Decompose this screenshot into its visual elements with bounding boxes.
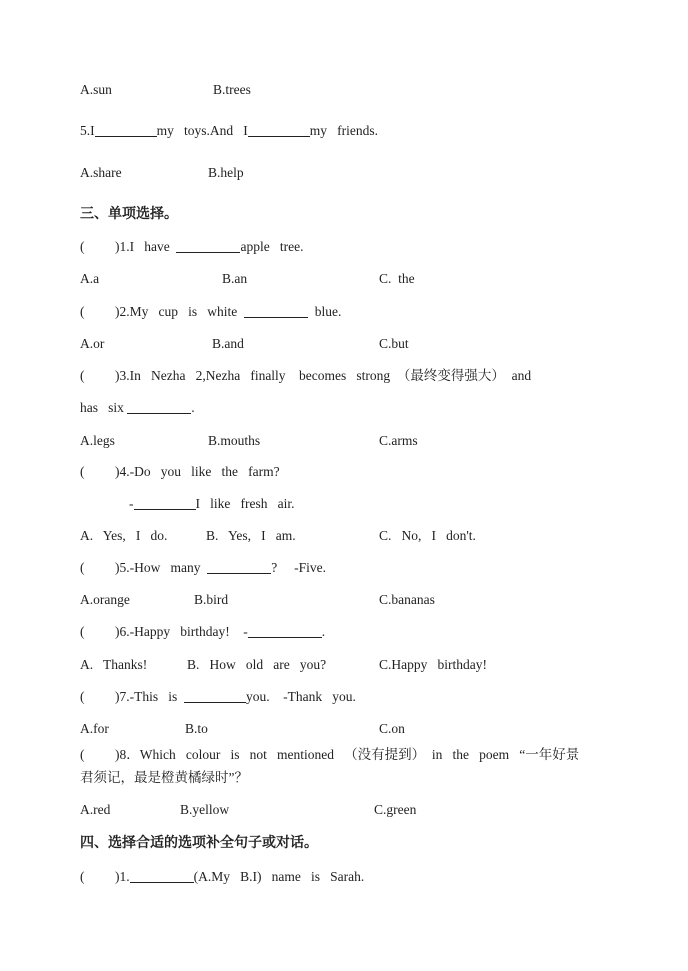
s2-q4-options <box>0 78 688 102</box>
s2-q5-options <box>0 161 688 185</box>
answer-paren-close: ) <box>115 747 120 762</box>
answer-blank[interactable] <box>95 122 157 137</box>
s3-q8-stem <box>0 743 688 767</box>
stem-text: 6.-Happy birthday! - <box>119 624 248 639</box>
option-b: B.mouths <box>208 433 261 448</box>
s3-q3-stem <box>0 364 688 388</box>
answer-paren-open: ( <box>80 368 85 383</box>
answer-blank[interactable] <box>244 303 308 318</box>
stem-text: you. -Thank you. <box>246 689 356 704</box>
answer-paren-open: ( <box>80 239 85 254</box>
answer-blank[interactable] <box>130 868 194 883</box>
s3-q8-options <box>0 798 688 822</box>
stem-text: (A.My B.I) name is Sarah. <box>193 869 365 884</box>
answer-paren-open: ( <box>80 869 85 884</box>
stem-text: - <box>129 496 134 511</box>
s3-q4-stem <box>0 460 688 484</box>
stem-text: 5.-How many <box>119 560 208 575</box>
option-c: C.bananas <box>379 592 435 607</box>
s2-q5-stem <box>0 119 688 143</box>
option-a: A.or <box>80 336 105 351</box>
option-b: B.help <box>208 165 244 180</box>
s3-q6-stem <box>0 620 688 644</box>
option-b: B.bird <box>194 592 229 607</box>
option-c: C.arms <box>379 433 418 448</box>
stem-text: 1.I have <box>119 239 177 254</box>
s3-q2-stem <box>0 300 688 324</box>
stem-text: . <box>191 400 195 415</box>
stem-text: . <box>321 624 326 639</box>
option-a: A.legs <box>80 433 115 448</box>
answer-paren-open: ( <box>80 689 85 704</box>
answer-paren-close: ) <box>115 689 120 704</box>
answer-blank[interactable] <box>248 122 310 137</box>
stem-text: 3.In Nezha 2,Nezha finally becomes strong （最终变得强大） and <box>119 368 532 383</box>
option-a: A. Yes, I do. <box>80 528 168 543</box>
stem-text: 君须记，最是橙黄橘绿时”？ <box>80 770 248 785</box>
answer-paren-open: ( <box>80 624 85 639</box>
s3-q3-options <box>0 429 688 453</box>
option-a: A.for <box>80 721 109 736</box>
section-heading: 四、选择合适的选项补全句子或对话。 <box>80 835 318 851</box>
stem-text: apple tree. <box>240 239 304 254</box>
answer-blank[interactable] <box>207 559 271 574</box>
answer-paren-open: ( <box>80 464 85 479</box>
answer-blank[interactable] <box>176 238 240 253</box>
option-c: C. the <box>379 271 415 286</box>
option-b: B.to <box>185 721 208 736</box>
s3-q2-options <box>0 332 688 356</box>
stem-text: 8．Which colour is not mentioned （没有提到） in the poem “一年好景 <box>119 747 580 762</box>
stem-text: 4.-Do you like the farm? <box>119 464 280 479</box>
option-b: B. Yes, I am. <box>206 528 296 543</box>
option-a: A.orange <box>80 592 130 607</box>
s3-q8-stem-cont <box>0 766 688 790</box>
stem-text: my toys.And I <box>156 123 248 138</box>
answer-blank[interactable] <box>127 399 191 414</box>
s4-q1-stem <box>0 865 688 889</box>
s3-q7-stem <box>0 685 688 709</box>
s3-q3-stem-cont <box>0 396 688 420</box>
answer-paren-open: ( <box>80 304 85 319</box>
option-b: B.and <box>212 336 244 351</box>
option-c: C.but <box>379 336 409 351</box>
stem-text: 2.My cup is white <box>119 304 244 319</box>
option-c: C.Happy birthday! <box>379 657 487 672</box>
answer-paren-close: ) <box>115 624 120 639</box>
s3-q4-options <box>0 524 688 548</box>
option-a: A. Thanks! <box>80 657 148 672</box>
stem-text: has six <box>80 400 128 415</box>
section-4-heading-row <box>0 831 688 855</box>
option-c: C.green <box>374 802 417 817</box>
stem-text: my friends. <box>309 123 378 138</box>
answer-paren-close: ) <box>115 464 120 479</box>
option-a: A.red <box>80 802 111 817</box>
answer-paren-close: ) <box>115 304 120 319</box>
answer-paren-open: ( <box>80 747 85 762</box>
answer-paren-close: ) <box>115 239 120 254</box>
stem-text: blue. <box>308 304 342 319</box>
answer-blank[interactable] <box>134 495 196 510</box>
option-a: A.share <box>80 165 122 180</box>
answer-blank[interactable] <box>184 688 246 703</box>
option-b: B.an <box>222 271 248 286</box>
s3-q4-reply <box>0 492 688 516</box>
answer-paren-close: ) <box>115 368 120 383</box>
stem-text: I like fresh air. <box>195 496 295 511</box>
s3-q1-stem <box>0 235 688 259</box>
option-b: B.trees <box>213 82 251 97</box>
option-c: C. No, I don't. <box>379 528 476 543</box>
stem-text: 5.I <box>80 123 95 138</box>
s3-q6-options <box>0 653 688 677</box>
section-3-heading-row <box>0 202 688 226</box>
stem-text: 7.-This is <box>119 689 185 704</box>
answer-blank[interactable] <box>248 623 322 638</box>
answer-paren-close: ) <box>115 869 120 884</box>
option-a: A.sun <box>80 82 112 97</box>
stem-text: ? -Five. <box>271 560 326 575</box>
option-a: A.a <box>80 271 100 286</box>
s3-q1-options <box>0 267 688 291</box>
answer-paren-open: ( <box>80 560 85 575</box>
s3-q5-stem <box>0 556 688 580</box>
answer-paren-close: ) <box>115 560 120 575</box>
s3-q5-options <box>0 588 688 612</box>
s3-q7-options <box>0 717 688 741</box>
option-b: B. How old are you? <box>187 657 327 672</box>
option-b: B.yellow <box>180 802 230 817</box>
option-c: C.on <box>379 721 405 736</box>
section-heading: 三、单项选择。 <box>80 206 178 222</box>
stem-text: 1. <box>119 869 130 884</box>
